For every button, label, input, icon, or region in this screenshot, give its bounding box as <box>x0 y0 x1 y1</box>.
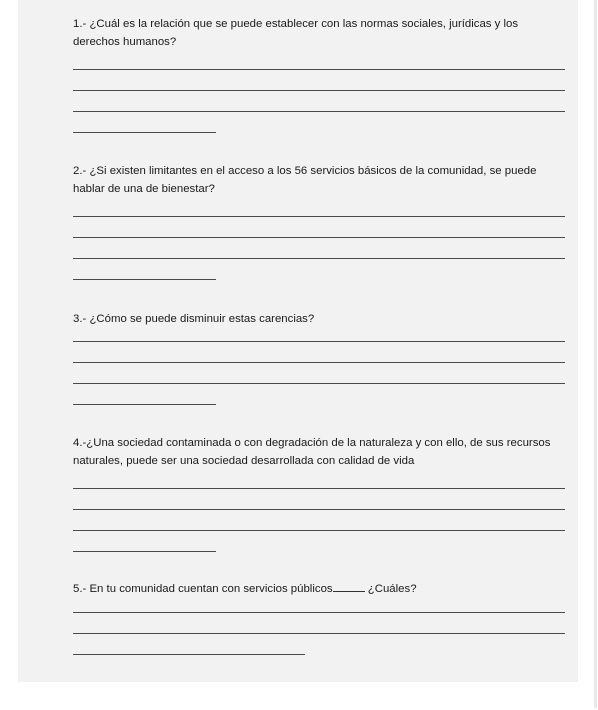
answer-line[interactable] <box>73 90 565 91</box>
answer-line[interactable] <box>73 530 565 531</box>
question-2 <box>73 162 568 198</box>
question-5-text-before: 5.- En tu comunidad cuentan con servicios públicos <box>73 583 333 595</box>
scrollbar-thumb[interactable] <box>594 0 597 708</box>
question-4 <box>73 434 568 470</box>
question-2-text: 2.- ¿Si existen limitantes en el acceso a los 56 servicios básicos de la comunidad, se puede hablar de una de bienestar? <box>73 165 537 195</box>
answer-line[interactable] <box>73 654 305 655</box>
answer-line[interactable] <box>73 258 565 259</box>
answer-line[interactable] <box>73 69 565 70</box>
answer-line[interactable] <box>73 111 565 112</box>
document-page <box>18 0 578 682</box>
question-1-text: 1.- ¿Cuál es la relación que se puede establecer con las normas sociales, jurídicas y los derechos humanos? <box>73 18 519 48</box>
answer-line[interactable] <box>73 362 565 363</box>
answer-line[interactable] <box>73 237 565 238</box>
question-5-text <box>73 580 568 598</box>
question-3 <box>73 310 568 328</box>
question-1 <box>73 15 568 51</box>
answer-line[interactable] <box>73 216 565 217</box>
answer-line[interactable] <box>73 551 216 552</box>
answer-line[interactable] <box>73 488 565 489</box>
question-3-text: 3.- ¿Cómo se puede disminuir estas carencias? <box>73 313 315 325</box>
vertical-scrollbar[interactable] <box>592 0 598 710</box>
question-5 <box>73 580 568 598</box>
answer-line[interactable] <box>73 612 565 613</box>
answer-line[interactable] <box>73 633 565 634</box>
answer-line[interactable] <box>73 383 565 384</box>
answer-line[interactable] <box>73 509 565 510</box>
answer-line[interactable] <box>73 404 216 405</box>
question-4-text: 4.-¿Una sociedad contaminada o con degradación de la naturaleza y con ello, de sus recursos naturales, puede ser una sociedad desarrollada con calidad de vida <box>73 437 551 467</box>
answer-line[interactable] <box>73 341 565 342</box>
answer-line[interactable] <box>73 279 216 280</box>
yes-no-blank[interactable] <box>333 581 365 592</box>
question-5-text-after: ¿Cuáles? <box>364 583 417 595</box>
answer-line[interactable] <box>73 132 216 133</box>
